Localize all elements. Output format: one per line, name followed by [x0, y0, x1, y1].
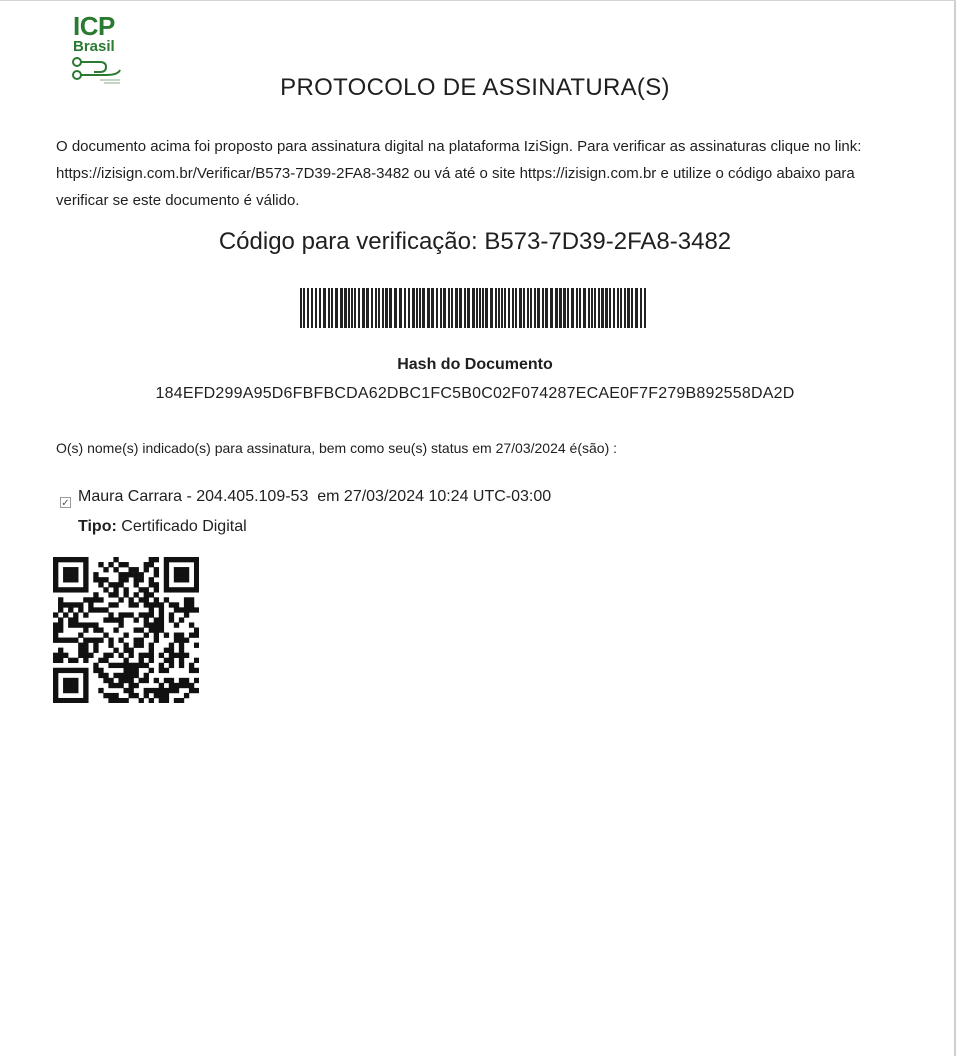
verification-barcode — [300, 288, 652, 328]
page-title: PROTOCOLO DE ASSINATURA(S) — [280, 74, 670, 101]
intro-paragraph: O documento acima foi proposto para assinatura digital na plataforma IziSign. Para verificar as assinaturas clique no link: https://izisign.com.br/Verificar/B573-7D39-2FA8-3482 ou vá até o site https://izisign.com.br e utilize o código abaixo para verificar se este documento é válido. — [56, 138, 862, 209]
signer-type-label: Tipo: — [78, 518, 117, 535]
signer-type-value: Certificado Digital — [121, 518, 247, 535]
signer-type — [78, 518, 247, 536]
status-line: O(s) nome(s) indicado(s) para assinatura, bem como seu(s) status em 27/03/2024 é(são) : — [56, 440, 618, 456]
logo-icp-text: ICP — [73, 11, 115, 41]
verification-qr-code — [53, 557, 199, 703]
logo-brasil-text: Brasil — [73, 38, 115, 55]
hash-value: 184EFD299A95D6FBFBCDA62DBC1FC5B0C02F074287ECAE0F7F279B892558DA2D — [155, 385, 795, 402]
check-icon: ✓ — [61, 498, 70, 509]
hash-label: Hash do Documento — [397, 356, 553, 373]
verification-code: Código para verificação: B573-7D39-2FA8-3482 — [218, 228, 732, 255]
signer-line: Maura Carrara - 204.405.109-53 em 27/03/2024 10:24 UTC-03:00 — [78, 488, 552, 505]
